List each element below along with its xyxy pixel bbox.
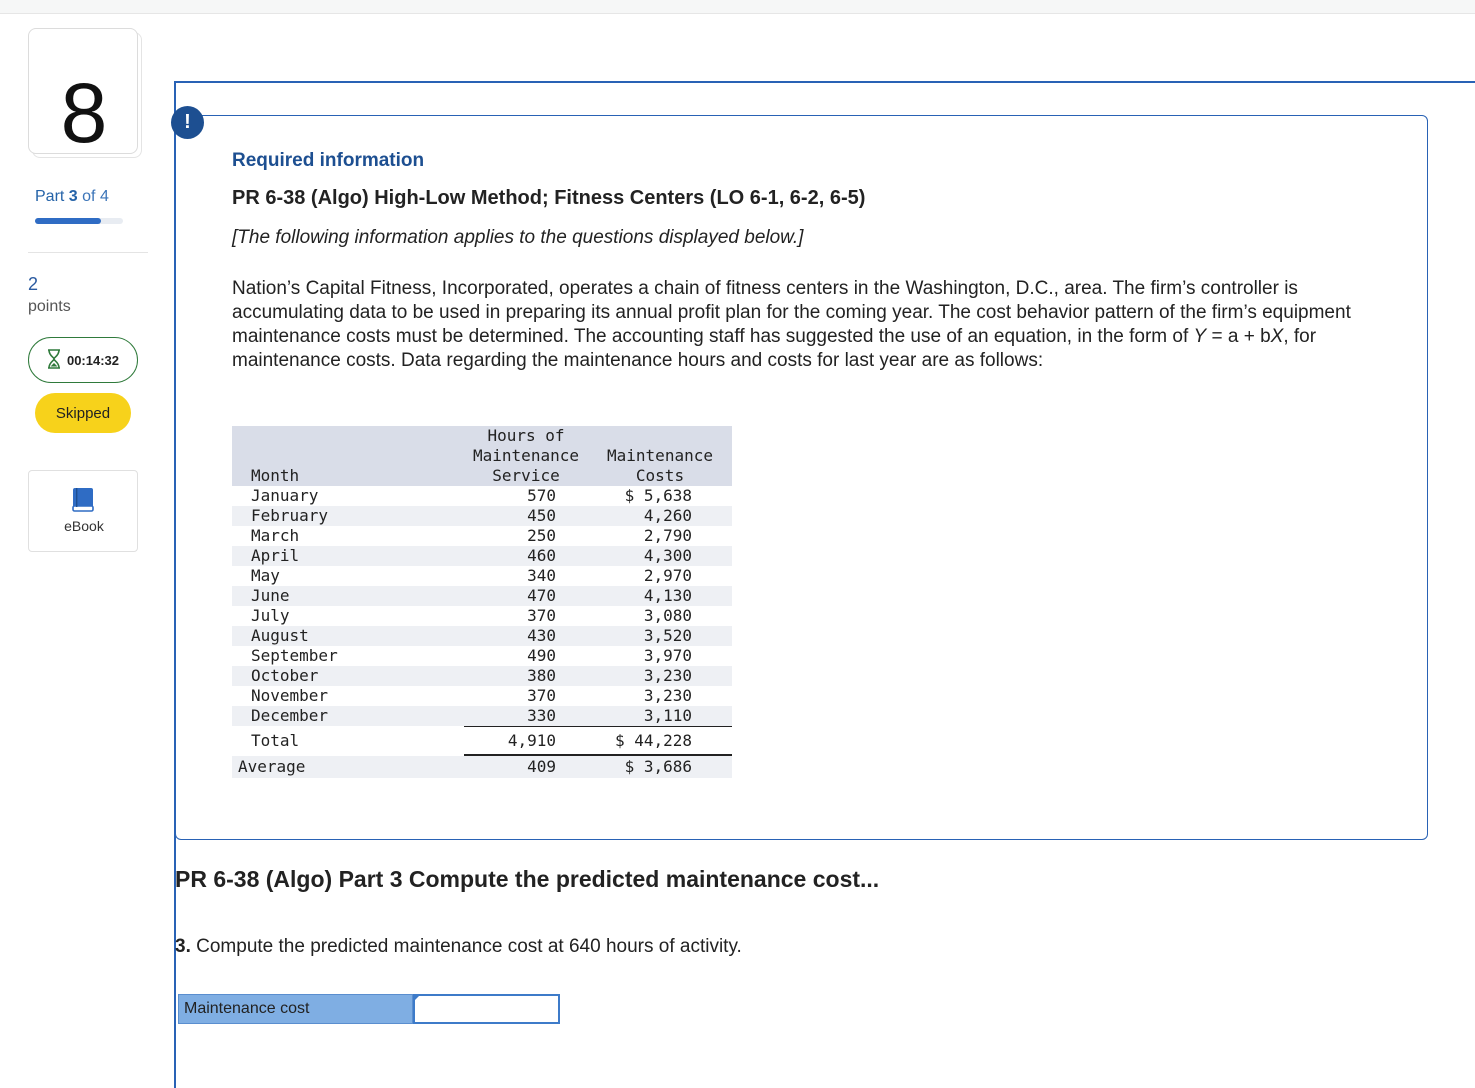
table-row xyxy=(232,526,732,546)
maintenance-data-table xyxy=(232,426,732,778)
ebook-button[interactable] xyxy=(28,470,138,552)
average-hours: 409 xyxy=(527,757,556,776)
table-row xyxy=(232,566,732,586)
timer-value: 00:14:32 xyxy=(66,352,120,368)
table-row xyxy=(232,506,732,526)
table-body xyxy=(232,486,732,726)
header-hours: Hours of Maintenance Service xyxy=(473,426,579,485)
question-number: 8 xyxy=(60,66,108,160)
book-icon xyxy=(71,487,95,518)
table-row xyxy=(232,626,732,646)
month-cell: October xyxy=(251,666,319,685)
rail-divider xyxy=(28,252,148,253)
hours-cell: 250 xyxy=(527,526,556,545)
table-row xyxy=(232,486,732,506)
hours-cell: 470 xyxy=(527,586,556,605)
top-bar xyxy=(0,0,1475,14)
hours-cell: 490 xyxy=(527,646,556,665)
problem-title: PR 6-38 (Algo) High-Low Method; Fitness Centers (LO 6-1, 6-2, 6-5) xyxy=(232,187,866,209)
table-header xyxy=(232,426,732,486)
part-indicator xyxy=(35,188,109,206)
hours-cell: 570 xyxy=(527,486,556,505)
hours-cell: 330 xyxy=(527,706,556,725)
month-cell: November xyxy=(251,686,329,705)
cost-cell: 3,970 xyxy=(643,646,692,665)
month-cell: March xyxy=(251,526,300,545)
hourglass-icon xyxy=(47,349,61,372)
month-cell: January xyxy=(251,486,319,505)
table-total-row xyxy=(232,726,732,756)
ebook-label: eBook xyxy=(64,518,104,534)
timer[interactable] xyxy=(28,337,138,383)
part-heading: PR 6-38 (Algo) Part 3 Compute the predicted maintenance cost... xyxy=(175,866,880,892)
part-progress-fill xyxy=(35,218,101,224)
part-prefix: Part xyxy=(35,188,65,205)
average-label: Average xyxy=(238,757,306,776)
month-cell: June xyxy=(251,586,290,605)
total-top-rule xyxy=(464,726,732,727)
month-cell: September xyxy=(251,646,338,665)
month-cell: July xyxy=(251,606,290,625)
cost-cell: 3,110 xyxy=(643,706,692,725)
question-text: 3. Compute the predicted maintenance cost at 640 hours of activity. xyxy=(175,936,742,957)
total-hours: 4,910 xyxy=(507,731,556,750)
total-label: Total xyxy=(251,731,300,750)
total-cost: $ 44,228 xyxy=(614,731,692,750)
month-cell: August xyxy=(251,626,309,645)
table-row xyxy=(232,686,732,706)
hours-cell: 460 xyxy=(527,546,556,565)
main-top-rule xyxy=(174,81,1475,83)
cost-cell: 3,230 xyxy=(643,666,692,685)
part-current: 3 xyxy=(68,188,78,205)
cost-cell: 4,130 xyxy=(643,586,692,605)
cost-cell: 4,300 xyxy=(643,546,692,565)
month-cell: February xyxy=(251,506,329,525)
table-row xyxy=(232,546,732,566)
hours-cell: 380 xyxy=(527,666,556,685)
hours-cell: 450 xyxy=(527,506,556,525)
cost-cell: 2,970 xyxy=(643,566,692,585)
points-label: points xyxy=(28,298,71,315)
cost-cell: 3,520 xyxy=(643,626,692,645)
cost-cell: 4,260 xyxy=(643,506,692,525)
total-double-rule-2 xyxy=(464,755,732,756)
question-number-card xyxy=(28,28,138,160)
cost-cell: $ 5,638 xyxy=(624,486,692,505)
month-cell: December xyxy=(251,706,329,725)
header-costs: Maintenance Costs xyxy=(607,446,713,485)
input-flag-icon xyxy=(413,994,421,1002)
hours-cell: 370 xyxy=(527,686,556,705)
skipped-badge: Skipped xyxy=(35,393,131,433)
month-cell: April xyxy=(251,546,300,565)
info-note: [The following information applies to the questions displayed below.] xyxy=(232,227,804,248)
hours-cell: 430 xyxy=(527,626,556,645)
part-of: of 4 xyxy=(82,188,109,205)
maintenance-cost-input[interactable] xyxy=(413,994,560,1024)
points-value: 2 xyxy=(28,274,39,294)
hours-cell: 370 xyxy=(527,606,556,625)
average-cost: $ 3,686 xyxy=(624,757,692,776)
alert-icon: ! xyxy=(171,106,204,139)
cost-cell: 2,790 xyxy=(643,526,692,545)
hours-cell: 340 xyxy=(527,566,556,585)
required-info-heading: Required information xyxy=(232,150,425,171)
table-row xyxy=(232,586,732,606)
answer-label: Maintenance cost xyxy=(178,994,413,1024)
table-row xyxy=(232,646,732,666)
cost-cell: 3,080 xyxy=(643,606,692,625)
table-row xyxy=(232,706,732,726)
month-cell: May xyxy=(251,566,280,585)
table-row xyxy=(232,666,732,686)
table-row xyxy=(232,606,732,626)
cost-cell: 3,230 xyxy=(643,686,692,705)
problem-description: Nation’s Capital Fitness, Incorporated, operates a chain of fitness centers in the Washington, D.C., area. The firm’s controller is accumulating data to be used in preparing its annual profit plan for the coming year. The cost behavior pattern of the firm’s equipment maintenance costs must be determined. The accounting staff has suggested the use of an equation, in the form of Y = a + bX, for maintenance costs. Data regarding the maintenance hours and costs for last year are as follows: xyxy=(232,278,1351,371)
header-month: Month xyxy=(251,466,300,485)
table-average-row xyxy=(232,756,732,778)
part-progress-bar xyxy=(35,218,123,224)
